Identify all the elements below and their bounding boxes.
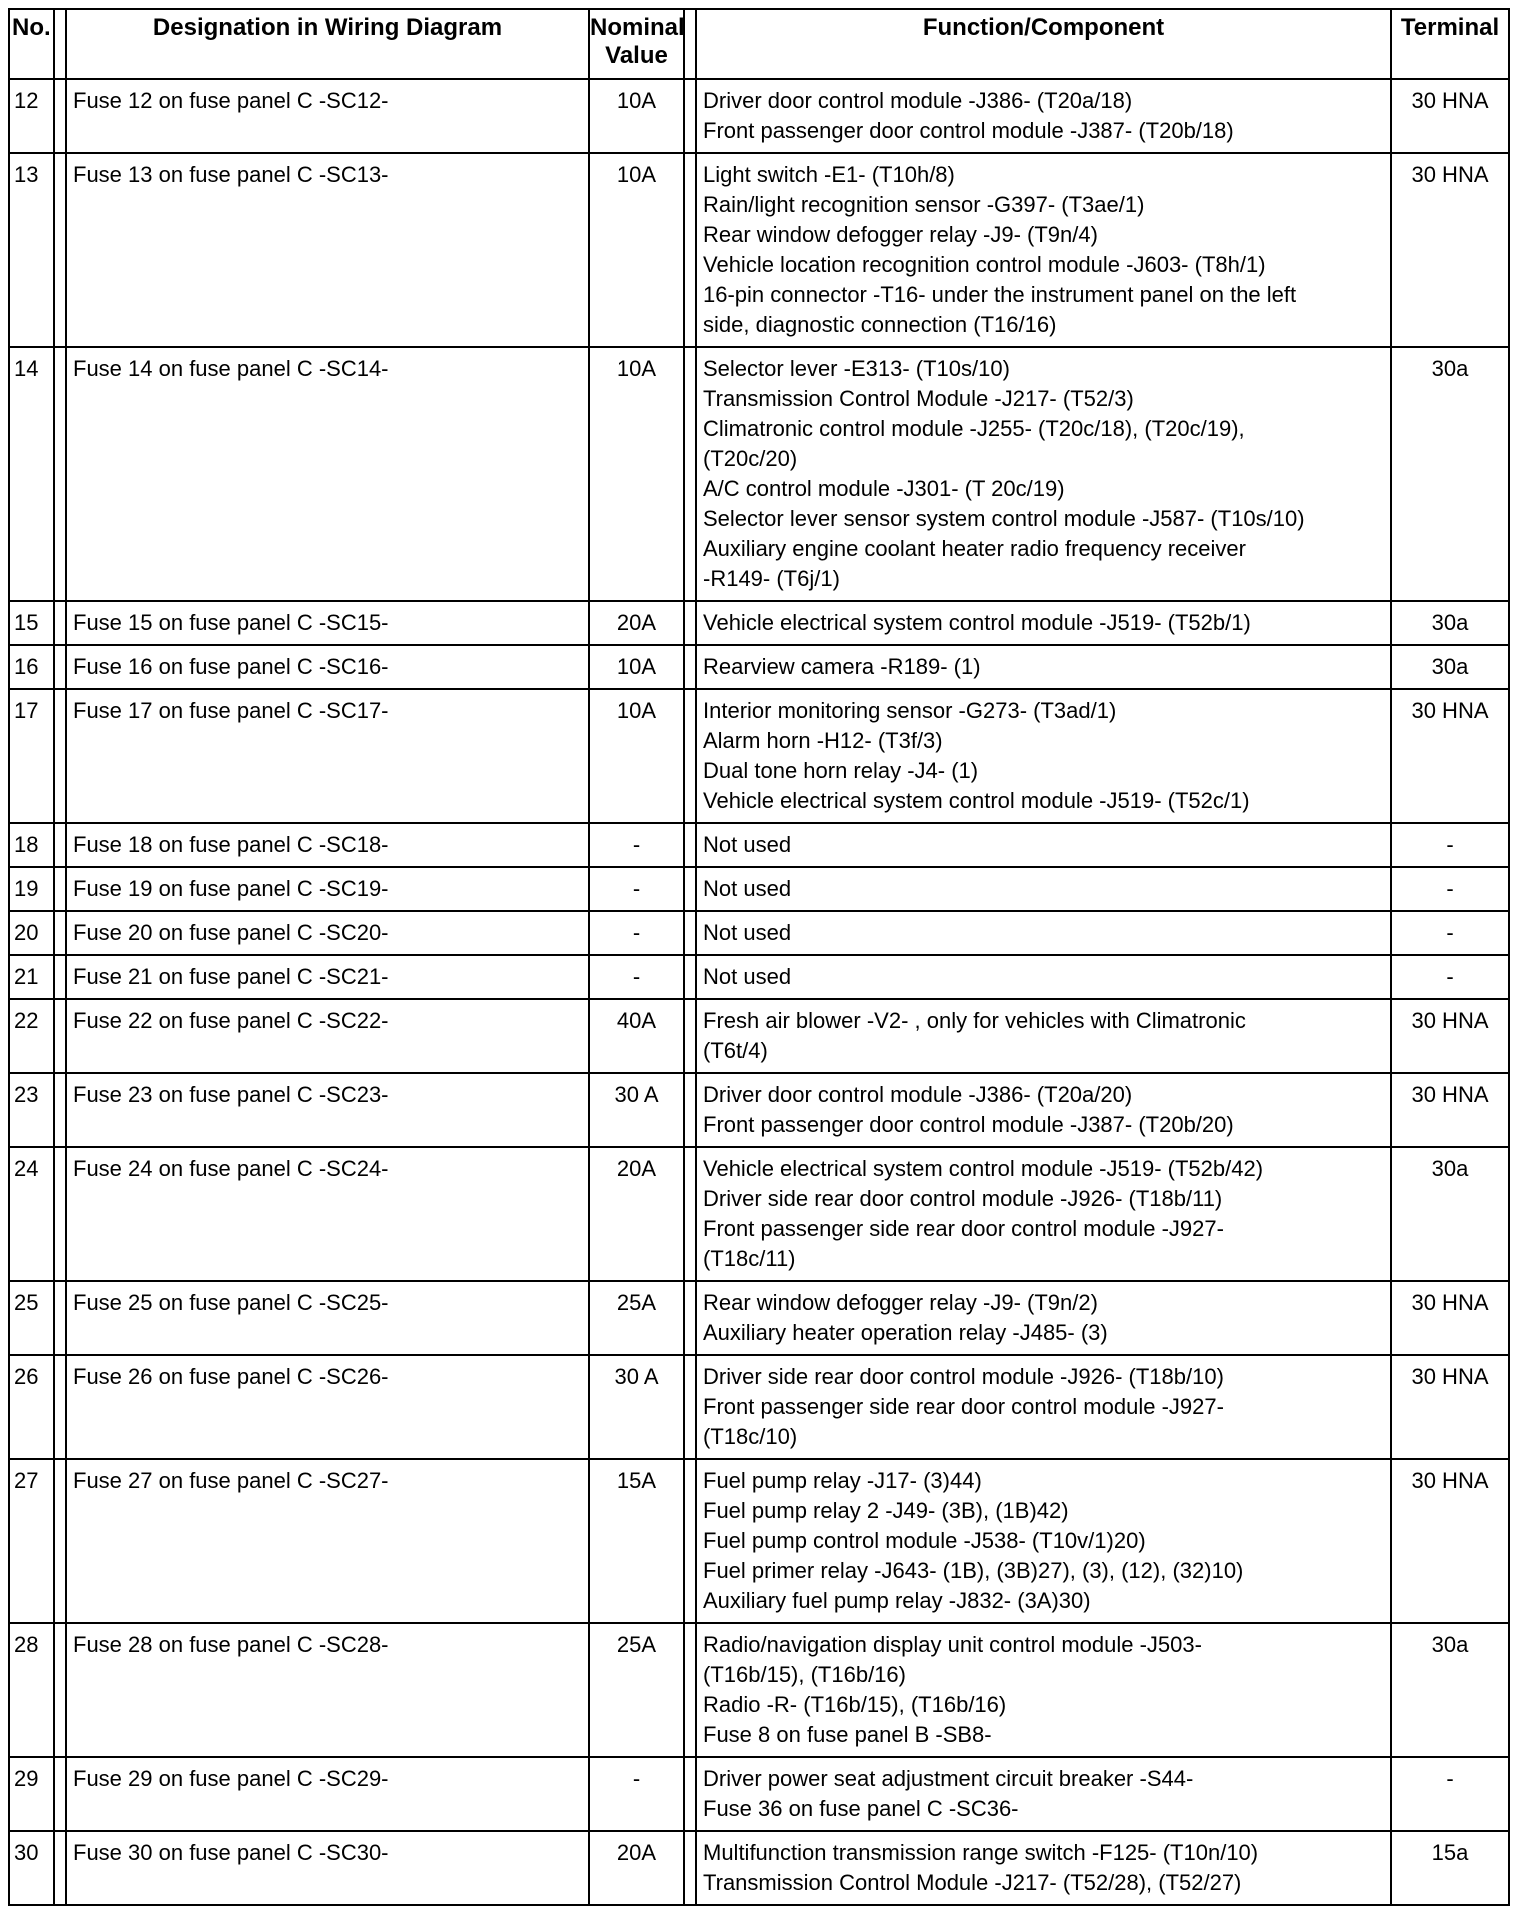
- table-row: [9, 1831, 1509, 1905]
- header-function: Function/Component: [696, 9, 1391, 79]
- terminal: -: [1391, 867, 1509, 911]
- table-row: [9, 955, 1509, 999]
- fuse-number: 27: [9, 1459, 54, 1623]
- fuse-designation: Fuse 29 on fuse panel C -SC29-: [66, 1757, 589, 1831]
- row-spacer: [684, 955, 696, 999]
- function-component: [696, 1623, 1391, 1757]
- row-spacer: [54, 867, 66, 911]
- terminal: 30 HNA: [1391, 153, 1509, 347]
- function-line: Fresh air blower -V2- , only for vehicles with Climatronic: [703, 1008, 1246, 1033]
- fuse-number: 26: [9, 1355, 54, 1459]
- function-line: Selector lever sensor system control module -J587- (T10s/10): [703, 506, 1305, 531]
- function-component: [696, 601, 1391, 645]
- fuse-designation: Fuse 15 on fuse panel C -SC15-: [66, 601, 589, 645]
- function-line: Fuel pump control module -J538- (T10v/1)20): [703, 1528, 1146, 1553]
- nominal-value: 30 A: [589, 1355, 684, 1459]
- nominal-value: -: [589, 823, 684, 867]
- nominal-value: 10A: [589, 645, 684, 689]
- nominal-value: 15A: [589, 1459, 684, 1623]
- function-component: [696, 1147, 1391, 1281]
- row-spacer: [684, 1831, 696, 1905]
- row-spacer: [54, 823, 66, 867]
- function-line: Dual tone horn relay -J4- (1): [703, 758, 979, 783]
- terminal: -: [1391, 823, 1509, 867]
- nominal-value: 20A: [589, 1147, 684, 1281]
- row-spacer: [684, 347, 696, 601]
- row-spacer: [684, 1281, 696, 1355]
- terminal: 30 HNA: [1391, 689, 1509, 823]
- function-line: Auxiliary heater operation relay -J485- (3): [703, 1320, 1108, 1345]
- function-line: Front passenger side rear door control module -J927-: [703, 1216, 1224, 1241]
- nominal-value: 40A: [589, 999, 684, 1073]
- table-row: [9, 689, 1509, 823]
- row-spacer: [684, 911, 696, 955]
- function-line: Vehicle electrical system control module -J519- (T52c/1): [703, 788, 1250, 813]
- function-line: Vehicle electrical system control module -J519- (T52b/1): [703, 610, 1251, 635]
- row-spacer: [54, 645, 66, 689]
- terminal: 30 HNA: [1391, 1281, 1509, 1355]
- function-line: Multifunction transmission range switch -F125- (T10n/10): [703, 1840, 1259, 1865]
- row-spacer: [684, 999, 696, 1073]
- table-row: [9, 823, 1509, 867]
- table-row: [9, 1281, 1509, 1355]
- function-line: Driver power seat adjustment circuit breaker -S44-: [703, 1766, 1194, 1791]
- function-line: Driver door control module -J386- (T20a/20): [703, 1082, 1133, 1107]
- function-line: Vehicle location recognition control module -J603- (T8h/1): [703, 252, 1266, 277]
- fuse-designation: Fuse 18 on fuse panel C -SC18-: [66, 823, 589, 867]
- fuse-designation: Fuse 21 on fuse panel C -SC21-: [66, 955, 589, 999]
- terminal: 30a: [1391, 347, 1509, 601]
- function-line: Driver door control module -J386- (T20a/18): [703, 88, 1133, 113]
- function-component: [696, 153, 1391, 347]
- function-component: [696, 1831, 1391, 1905]
- terminal: -: [1391, 1757, 1509, 1831]
- function-component: [696, 955, 1391, 999]
- function-line: Transmission Control Module -J217- (T52/28), (T52/27): [703, 1870, 1242, 1895]
- function-line: Front passenger door control module -J387- (T20b/18): [703, 118, 1234, 143]
- row-spacer: [684, 689, 696, 823]
- row-spacer: [684, 1355, 696, 1459]
- fuse-designation: Fuse 30 on fuse panel C -SC30-: [66, 1831, 589, 1905]
- function-line: Selector lever -E313- (T10s/10): [703, 356, 1010, 381]
- function-line: Front passenger side rear door control module -J927-: [703, 1394, 1224, 1419]
- nominal-value: -: [589, 955, 684, 999]
- fuse-table: [8, 8, 1510, 1906]
- row-spacer: [684, 79, 696, 153]
- fuse-designation: Fuse 24 on fuse panel C -SC24-: [66, 1147, 589, 1281]
- row-spacer: [54, 1757, 66, 1831]
- fuse-number: 22: [9, 999, 54, 1073]
- fuse-number: 28: [9, 1623, 54, 1757]
- function-component: [696, 823, 1391, 867]
- table-row: [9, 999, 1509, 1073]
- function-line: Not used: [703, 920, 792, 945]
- function-component: [696, 867, 1391, 911]
- function-component: [696, 1073, 1391, 1147]
- nominal-value: 10A: [589, 689, 684, 823]
- function-line: Rearview camera -R189- (1): [703, 654, 981, 679]
- table-row: [9, 347, 1509, 601]
- function-line: (T18c/10): [703, 1424, 798, 1449]
- header-spacer: [54, 9, 66, 79]
- table-row: [9, 153, 1509, 347]
- table-row: [9, 1459, 1509, 1623]
- terminal: 30 HNA: [1391, 1355, 1509, 1459]
- fuse-designation: Fuse 14 on fuse panel C -SC14-: [66, 347, 589, 601]
- function-component: [696, 1757, 1391, 1831]
- table-row: [9, 79, 1509, 153]
- table-row: [9, 867, 1509, 911]
- fuse-number: 29: [9, 1757, 54, 1831]
- nominal-value: 30 A: [589, 1073, 684, 1147]
- row-spacer: [684, 1623, 696, 1757]
- function-line: side, diagnostic connection (T16/16): [703, 312, 1057, 337]
- row-spacer: [54, 911, 66, 955]
- nominal-value: 10A: [589, 347, 684, 601]
- table-row: [9, 1147, 1509, 1281]
- fuse-number: 18: [9, 823, 54, 867]
- row-spacer: [54, 347, 66, 601]
- table-row: [9, 1355, 1509, 1459]
- fuse-designation: Fuse 12 on fuse panel C -SC12-: [66, 79, 589, 153]
- fuse-number: 25: [9, 1281, 54, 1355]
- terminal: 15a: [1391, 1831, 1509, 1905]
- fuse-designation: Fuse 22 on fuse panel C -SC22-: [66, 999, 589, 1073]
- function-line: Radio -R- (T16b/15), (T16b/16): [703, 1692, 1007, 1717]
- fuse-number: 23: [9, 1073, 54, 1147]
- header-nominal-value: [589, 9, 684, 79]
- function-line: Fuel pump relay -J17- (3)44): [703, 1468, 982, 1493]
- function-line: Driver side rear door control module -J926- (T18b/10): [703, 1364, 1224, 1389]
- terminal: 30a: [1391, 645, 1509, 689]
- nominal-value: 25A: [589, 1623, 684, 1757]
- fuse-number: 12: [9, 79, 54, 153]
- fuse-designation: Fuse 17 on fuse panel C -SC17-: [66, 689, 589, 823]
- fuse-designation: Fuse 28 on fuse panel C -SC28-: [66, 1623, 589, 1757]
- row-spacer: [54, 689, 66, 823]
- row-spacer: [684, 601, 696, 645]
- fuse-number: 21: [9, 955, 54, 999]
- terminal: 30 HNA: [1391, 79, 1509, 153]
- function-line: Vehicle electrical system control module -J519- (T52b/42): [703, 1156, 1264, 1181]
- function-line: Auxiliary fuel pump relay -J832- (3A)30): [703, 1588, 1091, 1613]
- row-spacer: [54, 1831, 66, 1905]
- row-spacer: [684, 1147, 696, 1281]
- function-line: Climatronic control module -J255- (T20c/18), (T20c/19),: [703, 416, 1245, 441]
- function-line: Light switch -E1- (T10h/8): [703, 162, 955, 187]
- function-line: Not used: [703, 832, 792, 857]
- row-spacer: [54, 601, 66, 645]
- function-component: [696, 911, 1391, 955]
- table-header-row: [9, 9, 1509, 79]
- function-line: Fuel primer relay -J643- (1B), (3B)27), (3), (12), (32)10): [703, 1558, 1244, 1583]
- function-line: Front passenger door control module -J387- (T20b/20): [703, 1112, 1234, 1137]
- fuse-number: 13: [9, 153, 54, 347]
- fuse-number: 17: [9, 689, 54, 823]
- fuse-number: 19: [9, 867, 54, 911]
- row-spacer: [684, 1073, 696, 1147]
- function-component: [696, 347, 1391, 601]
- function-line: Transmission Control Module -J217- (T52/3): [703, 386, 1134, 411]
- function-component: [696, 1459, 1391, 1623]
- header-nominal-bottom: Value: [605, 42, 668, 69]
- function-component: [696, 1281, 1391, 1355]
- terminal: 30 HNA: [1391, 1073, 1509, 1147]
- nominal-value: 20A: [589, 1831, 684, 1905]
- function-line: Driver side rear door control module -J926- (T18b/11): [703, 1186, 1223, 1211]
- row-spacer: [54, 1281, 66, 1355]
- terminal: 30 HNA: [1391, 1459, 1509, 1623]
- row-spacer: [54, 955, 66, 999]
- function-line: A/C control module -J301- (T 20c/19): [703, 476, 1065, 501]
- row-spacer: [684, 1459, 696, 1623]
- function-line: Auxiliary engine coolant heater radio frequency receiver: [703, 536, 1246, 561]
- table-row: [9, 1623, 1509, 1757]
- fuse-number: 14: [9, 347, 54, 601]
- header-no: No.: [9, 9, 54, 79]
- table-row: [9, 645, 1509, 689]
- function-line: (T20c/20): [703, 446, 798, 471]
- row-spacer: [684, 1757, 696, 1831]
- terminal: 30 HNA: [1391, 999, 1509, 1073]
- fuse-designation: Fuse 23 on fuse panel C -SC23-: [66, 1073, 589, 1147]
- header-terminal: Terminal: [1391, 9, 1509, 79]
- function-component: [696, 79, 1391, 153]
- nominal-value: 25A: [589, 1281, 684, 1355]
- function-line: -R149- (T6j/1): [703, 566, 840, 591]
- fuse-designation: Fuse 20 on fuse panel C -SC20-: [66, 911, 589, 955]
- table-row: [9, 911, 1509, 955]
- table-row: [9, 1757, 1509, 1831]
- table-row: [9, 601, 1509, 645]
- function-component: [696, 645, 1391, 689]
- row-spacer: [54, 999, 66, 1073]
- header-spacer: [684, 9, 696, 79]
- nominal-value: 10A: [589, 153, 684, 347]
- row-spacer: [54, 1355, 66, 1459]
- function-component: [696, 1355, 1391, 1459]
- function-line: Alarm horn -H12- (T3f/3): [703, 728, 943, 753]
- row-spacer: [54, 79, 66, 153]
- function-line: Fuse 36 on fuse panel C -SC36-: [703, 1796, 1019, 1821]
- fuse-designation: Fuse 13 on fuse panel C -SC13-: [66, 153, 589, 347]
- fuse-number: 30: [9, 1831, 54, 1905]
- terminal: -: [1391, 911, 1509, 955]
- fuse-designation: Fuse 27 on fuse panel C -SC27-: [66, 1459, 589, 1623]
- row-spacer: [54, 1459, 66, 1623]
- nominal-value: 20A: [589, 601, 684, 645]
- function-component: [696, 689, 1391, 823]
- nominal-value: -: [589, 1757, 684, 1831]
- function-line: (T6t/4): [703, 1038, 768, 1063]
- terminal: 30a: [1391, 1623, 1509, 1757]
- row-spacer: [684, 153, 696, 347]
- terminal: 30a: [1391, 601, 1509, 645]
- terminal: 30a: [1391, 1147, 1509, 1281]
- function-component: [696, 999, 1391, 1073]
- fuse-number: 15: [9, 601, 54, 645]
- fuse-number: 24: [9, 1147, 54, 1281]
- table-row: [9, 1073, 1509, 1147]
- row-spacer: [684, 867, 696, 911]
- row-spacer: [684, 823, 696, 867]
- function-line: Fuse 8 on fuse panel B -SB8-: [703, 1722, 992, 1747]
- function-line: Not used: [703, 876, 792, 901]
- header-designation: Designation in Wiring Diagram: [66, 9, 589, 79]
- nominal-value: 10A: [589, 79, 684, 153]
- fuse-designation: Fuse 19 on fuse panel C -SC19-: [66, 867, 589, 911]
- fuse-designation: Fuse 25 on fuse panel C -SC25-: [66, 1281, 589, 1355]
- function-line: Rain/light recognition sensor -G397- (T3ae/1): [703, 192, 1145, 217]
- fuse-designation: Fuse 26 on fuse panel C -SC26-: [66, 1355, 589, 1459]
- fuse-number: 16: [9, 645, 54, 689]
- nominal-value: -: [589, 867, 684, 911]
- function-line: Rear window defogger relay -J9- (T9n/2): [703, 1290, 1098, 1315]
- function-line: (T18c/11): [703, 1246, 796, 1271]
- fuse-number: 20: [9, 911, 54, 955]
- row-spacer: [684, 645, 696, 689]
- function-line: Fuel pump relay 2 -J49- (3B), (1B)42): [703, 1498, 1069, 1523]
- function-line: Interior monitoring sensor -G273- (T3ad/1): [703, 698, 1117, 723]
- function-line: Radio/navigation display unit control module -J503-: [703, 1632, 1202, 1657]
- nominal-value: -: [589, 911, 684, 955]
- terminal: -: [1391, 955, 1509, 999]
- function-line: (T16b/15), (T16b/16): [703, 1662, 906, 1687]
- row-spacer: [54, 1623, 66, 1757]
- row-spacer: [54, 1073, 66, 1147]
- function-line: 16-pin connector -T16- under the instrument panel on the left: [703, 282, 1297, 307]
- fuse-designation: Fuse 16 on fuse panel C -SC16-: [66, 645, 589, 689]
- table-body: [9, 79, 1509, 1905]
- function-line: Not used: [703, 964, 792, 989]
- function-line: Rear window defogger relay -J9- (T9n/4): [703, 222, 1098, 247]
- row-spacer: [54, 1147, 66, 1281]
- header-nominal-top: Nominal: [590, 14, 685, 41]
- row-spacer: [54, 153, 66, 347]
